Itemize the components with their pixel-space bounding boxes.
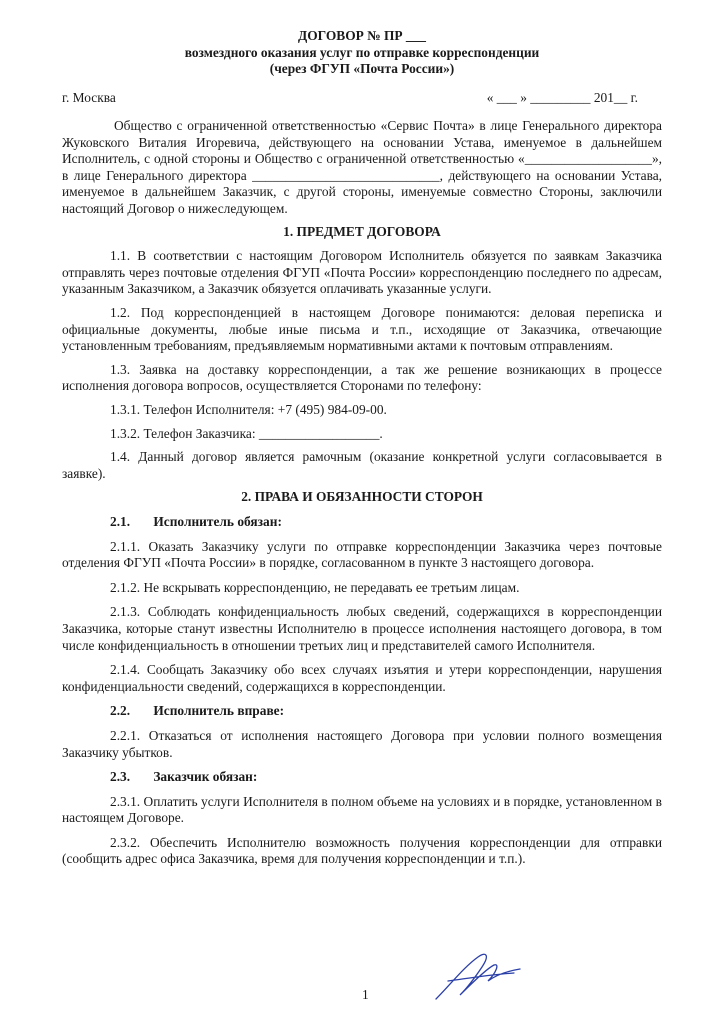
subsection-title: Исполнитель обязан: [153,513,282,529]
clause-2-3-2: 2.3.2. Обеспечить Исполнителю возможность получения корреспонденции для отправки (сообщить адрес офиса Заказчика, время для получения корреспонденции и т.п.). [62,834,662,867]
title-line-2: возмездного оказания услуг по отправке корреспонденции [184,44,540,60]
clause-1-3: 1.3. Заявка на доставку корреспонденции, а так же решение возникающих в процессе исполнения договора вопросов, осуществляется Сторонами по телефону: [62,361,662,394]
place-date-row [62,90,662,107]
subsection-2-2-heading [62,703,662,720]
clause-2-2-1: 2.2.1. Отказаться от исполнения настоящего Договора при условии полного возмещения Заказчику убытков. [62,727,662,760]
subsection-title: Заказчик обязан: [153,769,258,785]
clause-2-1-2: 2.1.2. Не вскрывать корреспонденцию, не передавать ее третьим лицам. [110,579,520,595]
place: г. Москва [62,89,116,105]
section-2-heading: 2. ПРАВА И ОБЯЗАННОСТИ СТОРОН [241,489,483,505]
clause-2-1-4: 2.1.4. Сообщать Заказчику обо всех случаях изъятия и утери корреспонденции, нарушения конфиденциальности сведений, содержащихся в корреспонденции. [62,662,662,694]
contract-date: « ___ » _________ 201__ г. [486,89,638,105]
title-line-1: ДОГОВОР № ПР ___ [298,28,426,43]
subsection-2-1-heading [62,514,662,531]
subsection-title: Исполнитель вправе: [153,703,285,719]
subsection-number: 2.3. [110,769,131,785]
page-number: 1 [362,987,369,1002]
clause-1-1: 1.1. В соответствии с настоящим Договором Исполнитель обязуется по заявкам Заказчика отправлять через почтовые отделения ФГУП «Почта России» корреспонденцию последнего по адресам, указанным Заказчиком, а Заказчик обязуется оплачивать указанные услуги. [62,248,662,297]
document-title [62,28,662,78]
preamble: Общество с ограниченной ответственностью «Сервис Почта» в лице Генерального директора Жуковского Виталия Игоревича, действующего на основании Устава, именуемое в дальнейшем Исполнитель, с одной стороны и Общество с ограниченной ответственностью «___________________», в лице Генерального директора ____________________________, действующего на основании Устава, именуемое в дальнейшем Заказчик, с другой стороны, именуемые совместно Стороны, заключили настоящий Договор о нижеследующем. [62,118,662,217]
clause-1-3-1: 1.3.1. Телефон Исполнителя: +7 (495) 984-09-00. [110,402,387,417]
clause-2-3-1: 2.3.1. Оплатить услуги Исполнителя в полном объеме на условиях и в порядке, установленном в настоящем Договоре. [62,793,662,826]
subsection-number: 2.1. [110,513,131,529]
contract-page [62,28,662,876]
handwritten-signature [430,945,530,1005]
clause-1-2: 1.2. Под корреспонденцией в настоящем Договоре понимаются: деловая переписка и официальные документы, любые иные письма и т.п., исходящие от Заказчика, отвечающие установленным требованиям, предъявляемым нормативными актами к почтовым отправлениям. [62,305,662,354]
subsection-2-3-heading [62,769,662,786]
signature-stroke [436,954,520,999]
title-line-3: (через ФГУП «Почта России») [269,61,455,76]
clause-1-3-2: 1.3.2. Телефон Заказчика: __________________. [110,425,383,441]
clause-2-1-3: 2.1.3. Соблюдать конфиденциальность любых сведений, содержащихся в корреспонденции Заказчика, которые станут известны Исполнителю в процессе исполнения настоящего договора, в том числе конфиденциальность в отношении третьих лиц и представителей самого Исполнителя. [62,604,662,653]
subsection-number: 2.2. [110,703,131,719]
clause-2-1-1: 2.1.1. Оказать Заказчику услуги по отправке корреспонденции Заказчика через почтовые отделения ФГУП «Почта России» в порядке, согласованном в пункте 3 настоящего договора. [62,538,662,571]
section-1-heading: 1. ПРЕДМЕТ ДОГОВОРА [283,223,441,239]
clause-1-4: 1.4. Данный договор является рамочным (оказание конкретной услуги согласовывается в заявке). [62,449,662,481]
